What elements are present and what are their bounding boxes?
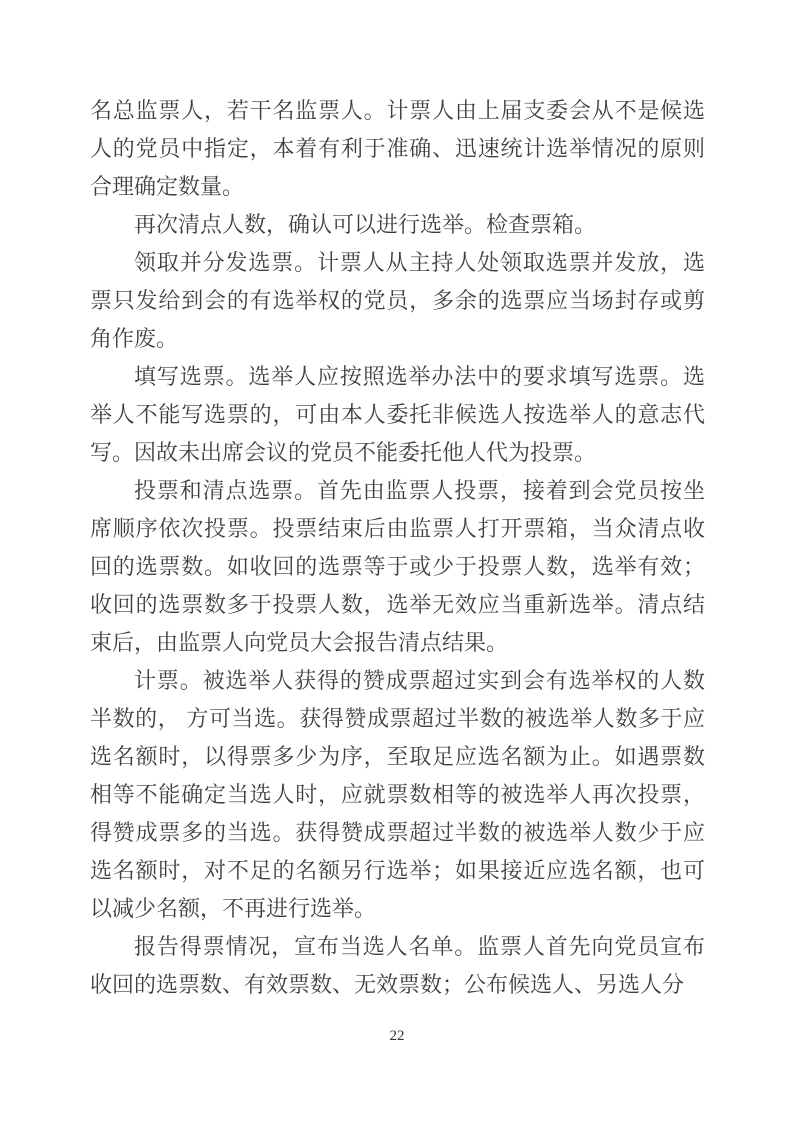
text-line: 票只发给到会的有选举权的党员，多余的选票应当场封存或剪	[90, 288, 705, 313]
text-line: 束后，由监票人向党员大会报告清点结果。	[90, 630, 509, 655]
text-line: 半数的， 方可当选。获得赞成票超过半数的被选举人数多于应	[90, 706, 705, 731]
text-line: 选名额时，对不足的名额另行选举；如果接近应选名额，也可	[90, 858, 705, 883]
text-line: 人的党员中指定，本着有利于准确、迅速统计选举情况的原则	[90, 136, 705, 161]
text-line: 选名额时，以得票多少为序，至取足应选名额为止。如遇票数	[90, 744, 705, 769]
text-line: 收回的选票数、有效票数、无效票数；公布候选人、另选人分	[90, 972, 685, 997]
text-line: 举人不能写选票的，可由本人委托非候选人按选举人的意志代	[90, 402, 705, 427]
document-body	[90, 92, 705, 1004]
paragraph	[90, 92, 705, 206]
text-line: 报告得票情况，宣布当选人名单。监票人首先向党员宣布	[134, 934, 705, 959]
text-line: 角作废。	[90, 326, 179, 351]
text-line: 计票。被选举人获得的赞成票超过实到会有选举权的人数	[134, 668, 705, 693]
text-line: 领取并分发选票。计票人从主持人处领取选票并发放，选	[134, 250, 705, 275]
text-line: 席顺序依次投票。投票结束后由监票人打开票箱，当众清点收	[90, 516, 705, 541]
text-line: 填写选票。选举人应按照选举办法中的要求填写选票。选	[134, 364, 705, 389]
text-line: 再次清点人数，确认可以进行选举。检查票箱。	[134, 212, 597, 237]
text-line: 合理确定数量。	[90, 174, 245, 199]
text-line: 名总监票人，若干名监票人。计票人由上届支委会从不是候选	[90, 98, 705, 123]
text-line: 回的选票数。如收回的选票等于或少于投票人数，选举有效；	[90, 554, 705, 579]
text-line: 以减少名额，不再进行选举。	[90, 896, 377, 921]
paragraph	[90, 472, 705, 662]
text-line: 收回的选票数多于投票人数，选举无效应当重新选举。清点结	[90, 592, 705, 617]
paragraph	[90, 206, 705, 244]
paragraph	[90, 928, 705, 1004]
text-line: 投票和清点选票。首先由监票人投票，接着到会党员按坐	[134, 478, 705, 503]
paragraph	[90, 662, 705, 928]
paragraph	[90, 358, 705, 472]
text-line: 相等不能确定当选人时，应就票数相等的被选举人再次投票，	[90, 782, 705, 807]
paragraph	[90, 244, 705, 358]
page-number: 22	[389, 1028, 405, 1044]
text-line: 写。因故未出席会议的党员不能委托他人代为投票。	[90, 440, 597, 465]
text-line: 得赞成票多的当选。获得赞成票超过半数的被选举人数少于应	[90, 820, 705, 845]
